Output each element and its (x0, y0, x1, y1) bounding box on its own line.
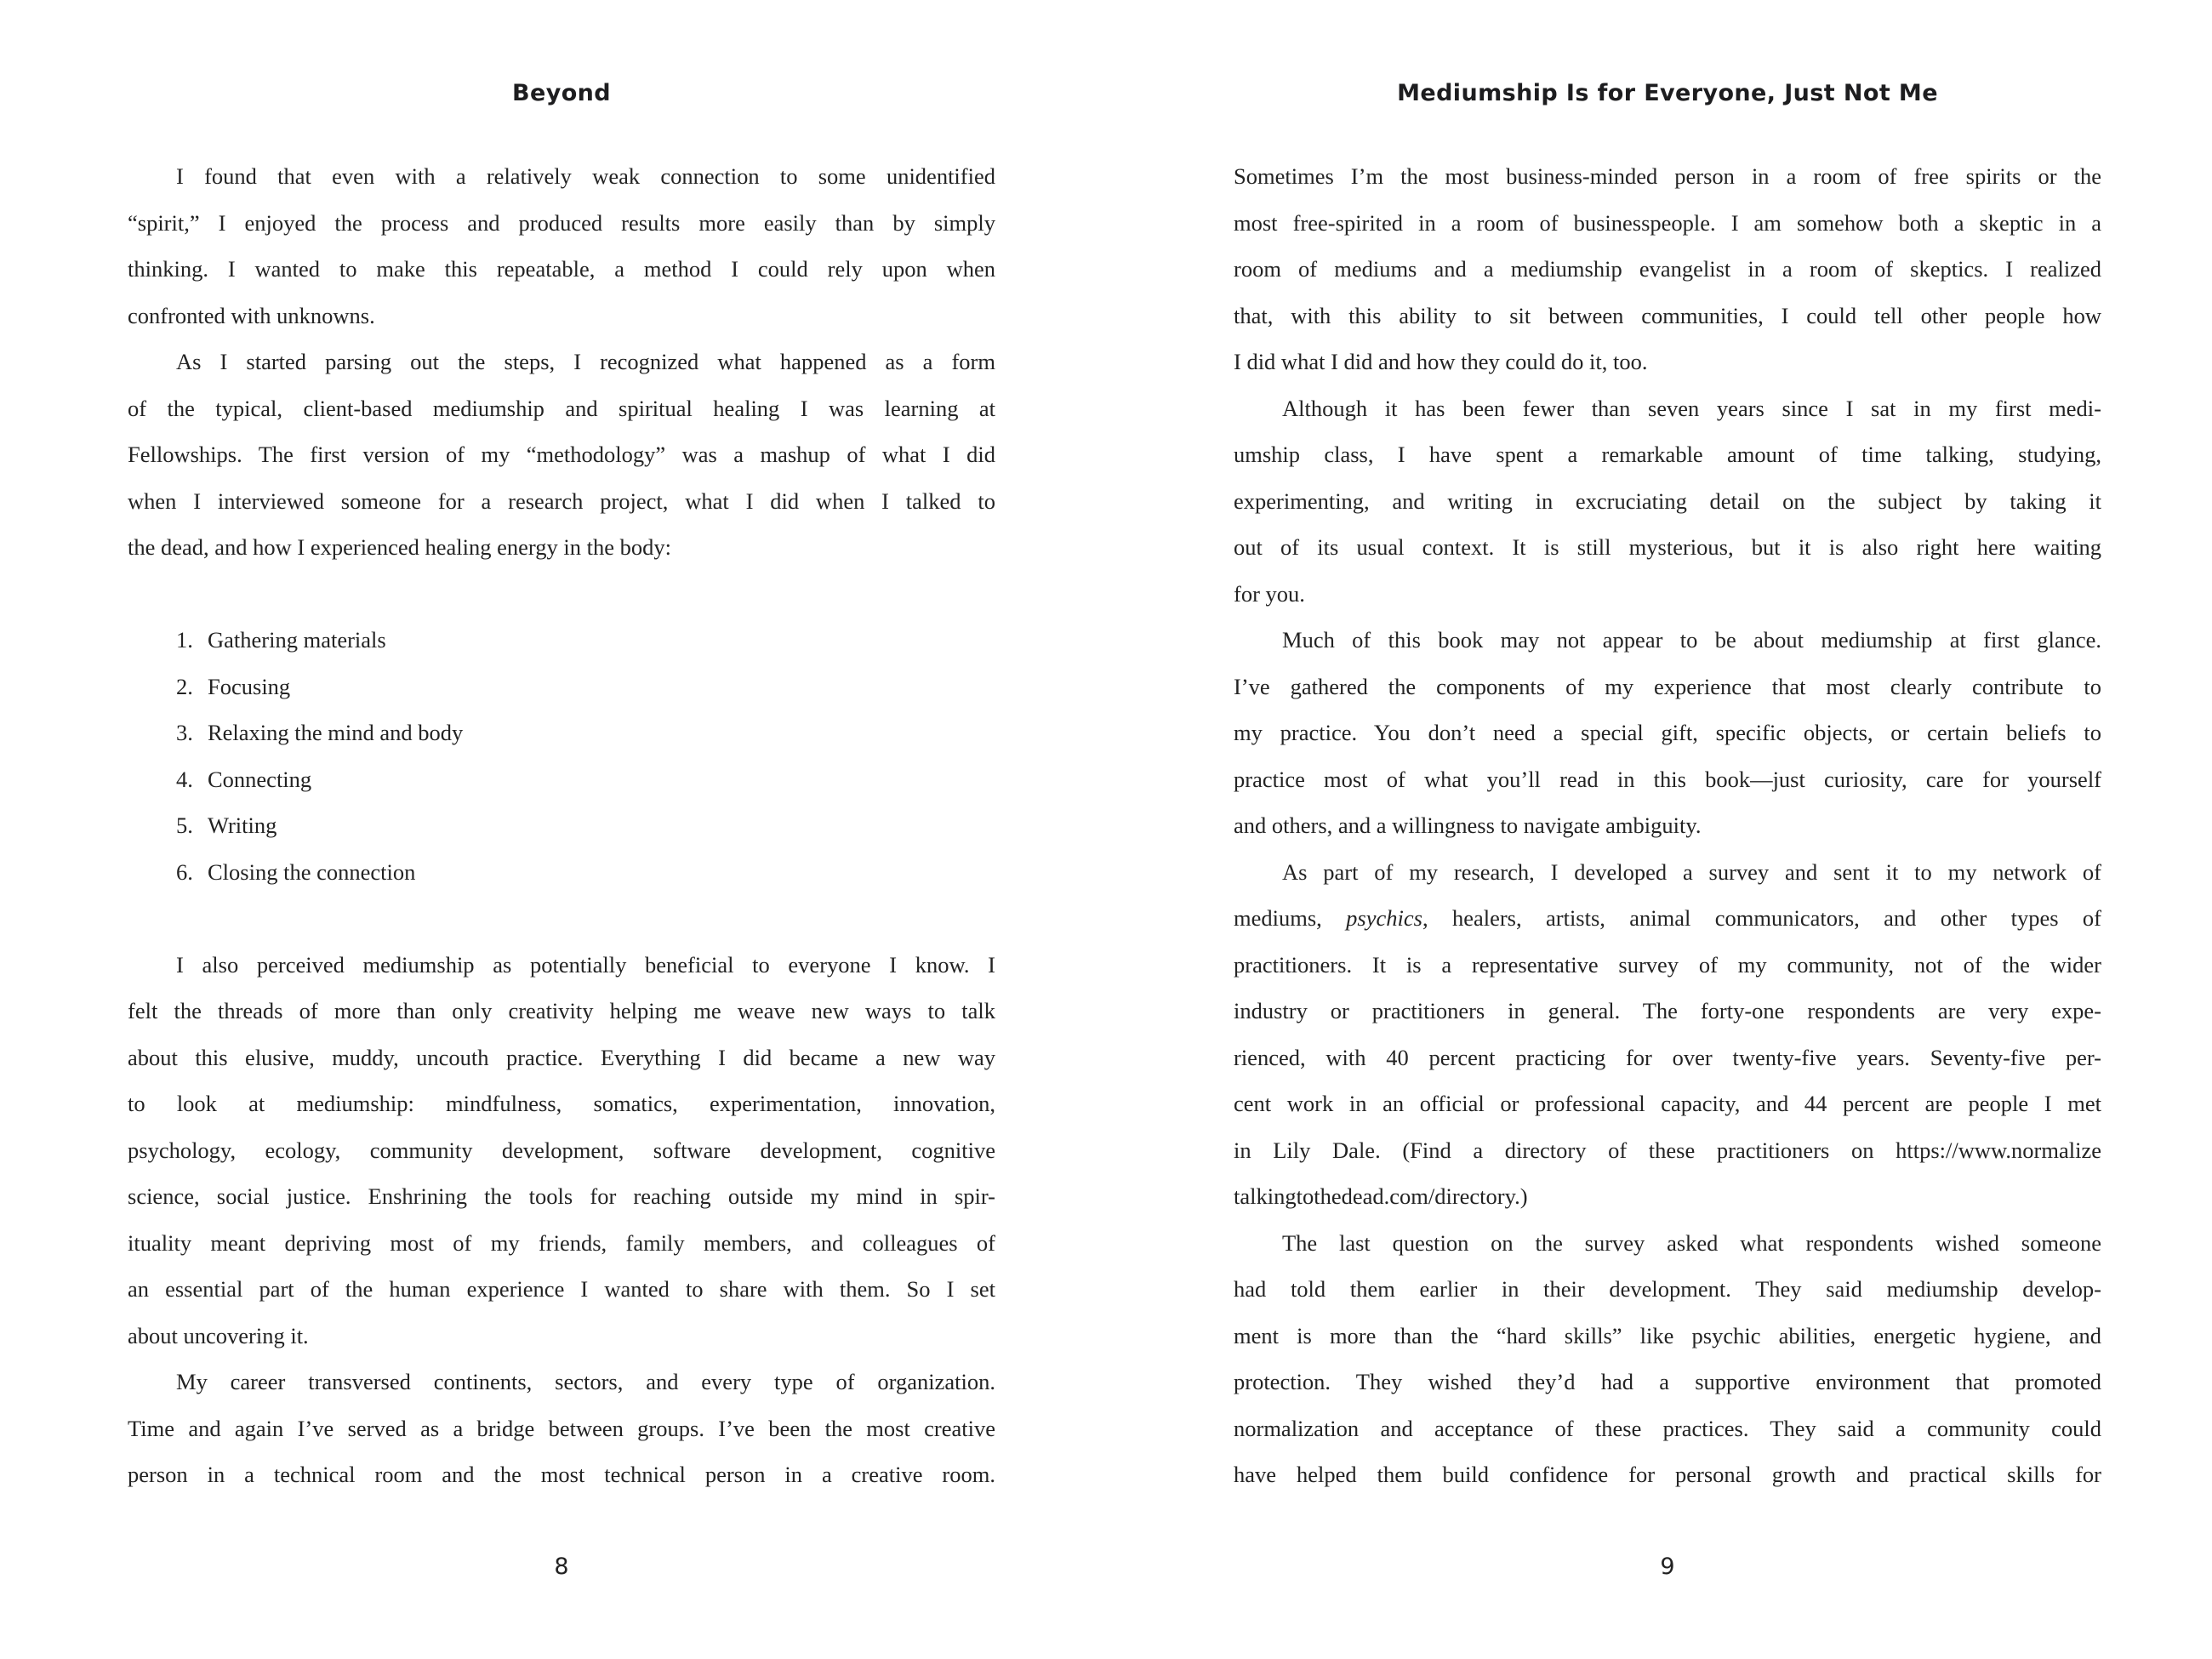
text-line: rienced, with 40 percent practicing for over twenty-five years. Seventy-five per- (1234, 1044, 2101, 1070)
italic-text: psychics (1346, 905, 1422, 931)
list-item (128, 710, 995, 756)
text-line: practice most of what you’ll read in this book—just curiosity, care for yourself (1234, 766, 2101, 792)
text-line: felt the threads of more than only creativity helping me weave new ways to talk (128, 998, 995, 1023)
text-line: practitioners. It is a representative survey of my community, not of the wider (1234, 951, 2101, 978)
text-line: confronted with unknowns. (128, 302, 375, 328)
text-line: ment is more than the “hard skills” like psychic abilities, energetic hygiene, and (1234, 1322, 2101, 1348)
text-line: I found that even with a relatively weak connection to some unidentified (176, 163, 995, 189)
text-line: Although it has been fewer than seven years since I sat in my first medi- (1282, 395, 2101, 421)
list-item-label: Gathering materials (208, 627, 386, 653)
text-line: ituality meant depriving most of my friends, family members, and colleagues of (128, 1229, 995, 1256)
text-line: about this elusive, muddy, uncouth practice. Everything I did became a new way (128, 1044, 995, 1070)
text-line: in Lily Dale. (Find a directory of these practitioners on https://www.normalize (1234, 1137, 2101, 1163)
text-line: As part of my research, I developed a survey and sent it to my network of (1282, 858, 2101, 885)
list-item-number: 3. (176, 720, 193, 745)
text-line: cent work in an official or professional capacity, and 44 percent are people I met (1234, 1091, 2101, 1116)
page-number-right: 9 (1660, 1554, 1675, 1580)
list-item-number: 2. (176, 673, 193, 699)
list-item-number: 1. (176, 627, 193, 653)
list-item-label: Focusing (208, 673, 291, 699)
text-line: industry or practitioners in general. The forty-one respondents are very expe- (1234, 998, 2101, 1023)
list-item-label: Writing (208, 812, 277, 838)
text-line: to look at mediumship: mindfulness, somatics, experimentation, innovation, (128, 1091, 995, 1116)
text-line: umship class, I have spent a remarkable amount of time talking, studying, (1234, 442, 2101, 467)
text-line: an essential part of the human experience I wanted to share with them. So I set (128, 1276, 995, 1302)
list-item (128, 849, 995, 896)
list-item (128, 617, 995, 664)
text-line: for you. (1234, 580, 1305, 607)
text-line: The last question on the survey asked what respondents wished someone (1282, 1229, 2101, 1256)
text-line: I also perceived mediumship as potentially beneficial to everyone I know. I (176, 951, 995, 978)
text-line: As I started parsing out the steps, I recognized what happened as a form (176, 349, 995, 374)
list-item-label: Connecting (208, 766, 312, 792)
list-item-number: 6. (176, 858, 193, 885)
text-line: have helped them build confidence for personal growth and practical skills for (1234, 1462, 2101, 1487)
list-item (128, 802, 995, 849)
text-line: the dead, and how I experienced healing energy in the body: (128, 534, 671, 560)
text-line: out of its usual context. It is still mysterious, but it is also right here waiting (1234, 534, 2101, 560)
right-page-body (1234, 153, 2101, 1498)
text-line: Much of this book may not appear to be about mediumship at first glance. (1282, 627, 2101, 653)
text-line: psychology, ecology, community development, software development, cognitive (128, 1137, 995, 1163)
text-line: protection. They wished they’d had a supportive environment that promoted (1234, 1369, 2101, 1394)
text-line: room of mediums and a mediumship evangelist in a room of skeptics. I realized (1234, 256, 2101, 282)
text-line: had told them earlier in their development. They said mediumship develop- (1234, 1276, 2101, 1302)
text-line: thinking. I wanted to make this repeatable, a method I could rely upon when (128, 256, 995, 282)
left-page-body (128, 153, 995, 1498)
numbered-list (128, 617, 995, 895)
text-line: that, with this ability to sit between communities, I could tell other people how (1234, 302, 2101, 328)
text-line: and others, and a willingness to navigate ambiguity. (1234, 812, 1702, 838)
list-item-number: 4. (176, 766, 193, 792)
text-line: “spirit,” I enjoyed the process and produced results more easily than by simply (128, 209, 995, 236)
text-line: science, social justice. Enshrining the tools for reaching outside my mind in spir- (128, 1183, 995, 1209)
running-head-right: Mediumship Is for Everyone, Just Not Me (1397, 80, 1938, 106)
list-item-number: 5. (176, 812, 193, 838)
text-line: My career transversed continents, sectors, and every type of organization. (176, 1369, 995, 1394)
page-right (1234, 0, 2101, 1659)
page-number-left: 8 (554, 1554, 569, 1580)
text-line: talkingtothedead.com/directory.) (1234, 1183, 1528, 1209)
text-line: about uncovering it. (128, 1322, 309, 1348)
text-line: of the typical, client-based mediumship and spiritual healing I was learning at (128, 395, 995, 421)
text-line: Sometimes I’m the most business-minded person in a room of free spirits or the (1234, 163, 2101, 189)
list-item (128, 756, 995, 803)
text-line: Fellowships. The first version of my “methodology” was a mashup of what I did (128, 442, 995, 467)
list-item-label: Closing the connection (208, 858, 416, 885)
text-line: when I interviewed someone for a research project, what I did when I talked to (128, 487, 995, 514)
text-line: mediums, psychics, healers, artists, animal communicators, and other types of (1234, 905, 2101, 931)
running-head-left: Beyond (512, 80, 611, 106)
list-item (128, 664, 995, 710)
text-line: I’ve gathered the components of my experience that most clearly contribute to (1234, 673, 2101, 699)
text-line: I did what I did and how they could do it, too. (1234, 349, 1648, 374)
list-item-label: Relaxing the mind and body (208, 720, 464, 745)
page-left (128, 0, 995, 1659)
text-line: Time and again I’ve served as a bridge between groups. I’ve been the most creative (128, 1415, 995, 1441)
text-line: person in a technical room and the most technical person in a creative room. (128, 1462, 995, 1487)
text-line: experimenting, and writing in excruciating detail on the subject by taking it (1234, 487, 2101, 514)
text-line: normalization and acceptance of these practices. They said a community could (1234, 1415, 2101, 1441)
text-line: most free-spirited in a room of businesspeople. I am somehow both a skeptic in a (1234, 209, 2101, 236)
text-line: my practice. You don’t need a special gift, specific objects, or certain beliefs to (1234, 720, 2101, 745)
